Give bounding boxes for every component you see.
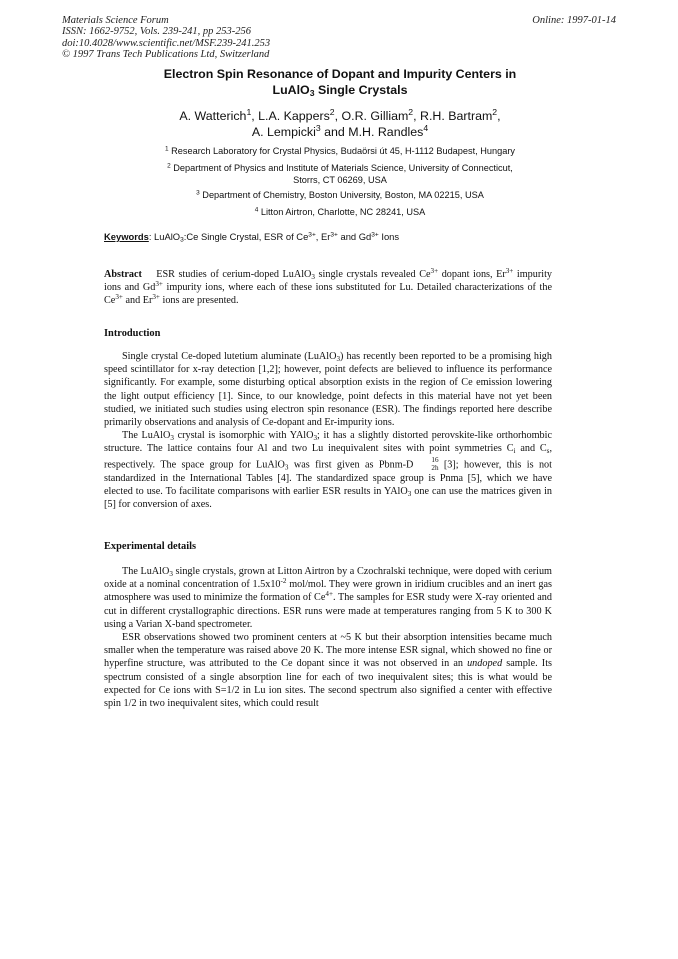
paper-title xyxy=(80,67,600,98)
doi-link[interactable]: doi:10.4028/www.scientific.net/MSF.239-241.253 xyxy=(62,37,271,49)
abstract: Abstract ESR studies of cerium-doped LuAlO$_3$ single crystals revealed $Ce^{3+}$ dopant ions, $Er^{3+}$ impurity ions and $Gd^{3+}$ impurity ions, where each of these ions substituted for Lu. Detailed characterizations of the $Ce^{3+}$ and $Er^{3+}$ ions are presented. xyxy=(104,267,552,307)
introduction-body xyxy=(104,350,552,511)
affiliation-2: $^2$ Department of Physics and Institute of Materials Science, University of Connecticut, Storrs, CT 06269, USA xyxy=(167,162,513,185)
online-date: Online: 1997-01-14 xyxy=(532,15,616,26)
author-line-2: A. Lempicki$^3$ and M.H. Randles$^4$ xyxy=(251,123,429,139)
keywords-label: Keywords xyxy=(104,231,149,242)
experimental-body xyxy=(104,565,552,710)
running-header xyxy=(62,15,270,61)
title-line-2: LuAlO$_3$ Single Crystals xyxy=(272,82,408,98)
affiliation-3: $^3$ Department of Chemistry, Boston University, Boston, MA 02215, USA xyxy=(196,189,484,200)
title-line-1: Electron Spin Resonance of Dopant and Impurity Centers in xyxy=(163,67,517,81)
introduction-paragraph-2: The LuAlO$_3$ crystal is isomorphic with YAlO$_3$; it has a slightly distorted perovskite-like orthorhombic structure. The lattice contains four Al and two Lu inequivalent sites with point symmetries $C_i$ and $C_s$, respectively. The space group for LuAlO$_3$ was first given as Pbnm-D 16 2h [3]; however, this is not standardized in the International Tables [4]. The standardized space group is Pnma [5], which we have elected to use. To facilitate comparisons with earlier ESR results in YAlO$_3$ one can use the matrices given in [5] for conversion of axes. xyxy=(104,430,552,511)
introduction-heading: Introduction xyxy=(104,328,161,339)
issn-line: ISSN: 1662-9752, Vols. 239-241, pp 253-256 xyxy=(62,26,251,38)
copyright-line: © 1997 Trans Tech Publications Ltd, Switzerland xyxy=(62,49,270,61)
keywords-line: Keywords: LuAlO$_3$:Ce Single Crystal, ESR of $Ce^{3+}$, $Er^{3+}$ and $Gd^{3+}$ Ions xyxy=(104,231,400,244)
affiliation-1: $^1$ Research Laboratory for Crystal Physics, Budaörsi út 45, H-1112 Budapest, Hungary xyxy=(165,145,515,156)
author-list xyxy=(80,108,600,140)
experimental-heading: Experimental details xyxy=(104,541,197,552)
abstract-label: Abstract xyxy=(104,269,142,280)
journal-name: Materials Science Forum xyxy=(62,15,169,26)
introduction-paragraph-1: Single crystal Ce-doped lutetium aluminate (LuAlO$_3$) has recently been reported to be a promising high speed scintillator for x-ray detection [1,2]; however, point defects are believed to influence its performance significantly. For example, some disturbing optical absorption exists in the region of Ce emission lowering the light output efficiency [1]. Since, to our knowledge, point defects in this material have not yet been studied, we initiated such studies using electron spin resonance (ESR). The findings reported here describe primarily observations and analysis of Ce-dopant and Er-impurity ions. xyxy=(104,351,552,429)
affiliation-4: $^4$ Litton Airtron, Charlotte, NC 28241, USA xyxy=(254,206,426,217)
experimental-paragraph-1: The LuAlO$_3$ single crystals, grown at Litton Airtron by a Czochralski technique, were doped with cerium oxide at a nominal concentration of $1.5x10^{-2}$ mol/mol. They were grown in iridium crucibles and an inert gas atmosphere was used to minimize the formation of $Ce^{4+}$. The samples for ESR study were X-ray oriented and cut in different crystallographic directions. ESR runs were made at temperatures ranging from 5 K to 300 K using a Varian X-band spectrometer. xyxy=(104,566,552,630)
experimental-paragraph-2: ESR observations showed two prominent centers at ~5 K but their absorption intensities became much smaller when the temperature was raised above 20 K. The more intense ESR signal, which showed no fine or hyperfine structure, was attributed to the Ce dopant since it was not observed in an undoped sample. Its spectrum consisted of a single absorption line for each of two inequivalent sites; this is what would be expected for Ce ions with S=1/2 in Lu ion sites. The second spectrum also signified a center with effective spin 1/2 in two inequivalent sites, which could result xyxy=(104,632,552,710)
author-line-1: A. Watterich$^1$, L.A. Kappers$^2$, O.R. Gilliam$^2$, R.H. Bartram$^2$, xyxy=(179,107,501,123)
